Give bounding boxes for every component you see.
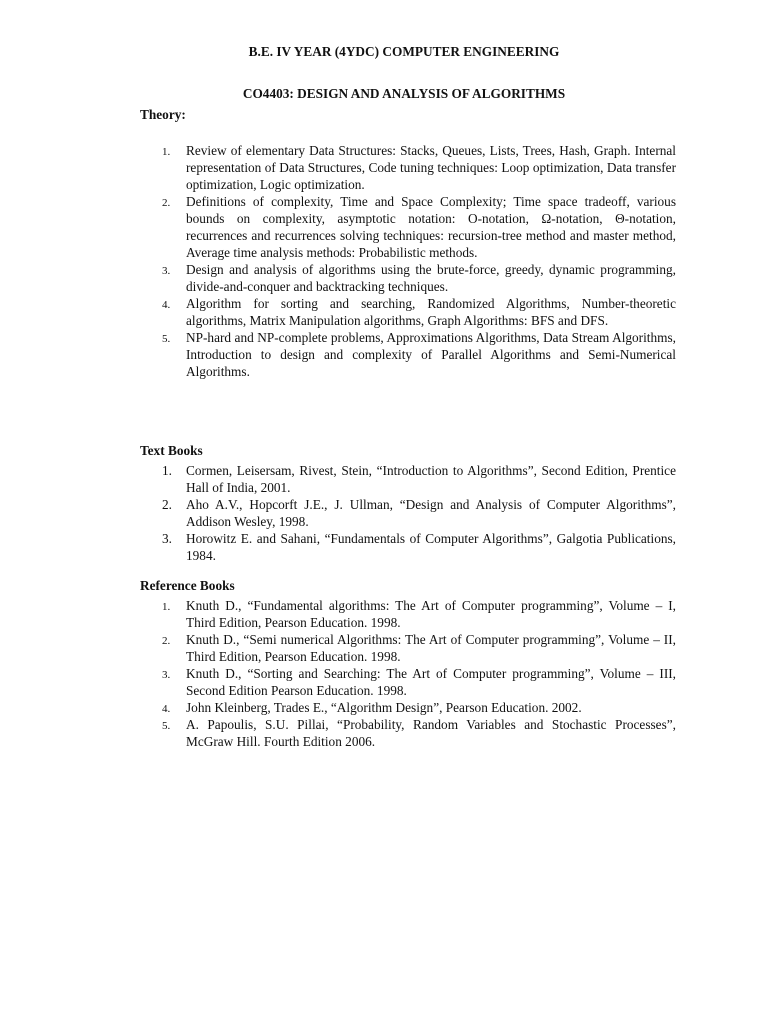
list-item xyxy=(140,631,676,665)
list-item xyxy=(140,142,676,193)
item-text: Cormen, Leisersam, Rivest, Stein, “Introduction to Algorithms”, Second Edition, Prentice Hall of India, 2001. xyxy=(186,463,676,495)
course-heading: CO4403: DESIGN AND ANALYSIS OF ALGORITHMS xyxy=(242,86,566,101)
list-item xyxy=(140,699,676,716)
item-text: Algorithm for sorting and searching, Randomized Algorithms, Number-theoretic algorithms, Matrix Manipulation algorithms, Graph Algorithms: BFS and DFS. xyxy=(186,296,676,328)
item-text: Design and analysis of algorithms using the brute-force, greedy, dynamic programming, divide-and-conquer and backtracking techniques. xyxy=(186,262,676,294)
item-text: Horowitz E. and Sahani, “Fundamentals of Computer Algorithms”, Galgotia Publications, 1984. xyxy=(186,531,676,563)
item-number: 4. xyxy=(162,703,171,715)
item-text: Knuth D., “Fundamental algorithms: The Art of Computer programming”, Volume – I, Third Edition, Pearson Education. 1998. xyxy=(186,598,676,630)
item-number: 4. xyxy=(162,299,171,311)
item-text: Definitions of complexity, Time and Space Complexity; Time space tradeoff, various bounds on complexity, asymptotic notation: O-notation, Ω-notation, Θ-notation, recurrences and recurrences solving techniques: recursion-tree method and master method, Average time analysis methods: Probabilistic methods. xyxy=(186,194,676,260)
list-item xyxy=(140,295,676,329)
item-number: 5. xyxy=(162,720,171,732)
item-text: Knuth D., “Sorting and Searching: The Art of Computer programming”, Volume – III, Second Edition Pearson Education. 1998. xyxy=(186,666,676,698)
list-item xyxy=(140,261,676,295)
list-item xyxy=(140,329,676,380)
list-item xyxy=(140,597,676,631)
list-item xyxy=(140,496,676,530)
list-item xyxy=(140,530,676,564)
item-text: Aho A.V., Hopcorft J.E., J. Ullman, “Design and Analysis of Computer Algorithms”, Addison Wesley, 1998. xyxy=(186,497,676,529)
item-text: Review of elementary Data Structures: Stacks, Queues, Lists, Trees, Hash, Graph. Internal representation of Data Structures, Code tuning techniques: Loop optimization, Data transfer optimization, Logic optimization. xyxy=(186,143,676,192)
item-number: 3. xyxy=(162,669,171,681)
item-number: 5. xyxy=(162,333,171,345)
item-text: NP-hard and NP-complete problems, Approximations Algorithms, Data Stream Algorithms, Introduction to design and complexity of Parallel Algorithms and Semi-Numerical Algorithms. xyxy=(186,330,676,379)
item-text: Knuth D., “Semi numerical Algorithms: The Art of Computer programming”, Volume – II, Third Edition, Pearson Education. 1998. xyxy=(186,632,676,664)
text-books-list xyxy=(140,462,676,564)
text-books-title: Text Books xyxy=(140,443,203,458)
item-number: 1. xyxy=(162,463,172,478)
theory-list xyxy=(140,142,676,380)
list-item xyxy=(140,462,676,496)
reference-books-list xyxy=(140,597,676,750)
item-text: A. Papoulis, S.U. Pillai, “Probability, Random Variables and Stochastic Processes”, McGraw Hill. Fourth Edition 2006. xyxy=(186,717,676,749)
reference-books-title: Reference Books xyxy=(140,578,235,593)
item-number: 2. xyxy=(162,497,172,512)
item-text: John Kleinberg, Trades E., “Algorithm Design”, Pearson Education. 2002. xyxy=(186,700,582,715)
item-number: 1. xyxy=(162,601,171,613)
theory-title: Theory: xyxy=(140,107,186,122)
item-number: 1. xyxy=(162,146,171,158)
item-number: 3. xyxy=(162,531,172,546)
list-item xyxy=(140,665,676,699)
list-item xyxy=(140,716,676,750)
list-item xyxy=(140,193,676,261)
item-number: 3. xyxy=(162,265,171,277)
item-number: 2. xyxy=(162,197,171,209)
item-number: 2. xyxy=(162,635,171,647)
program-heading: B.E. IV YEAR (4YDC) COMPUTER ENGINEERING xyxy=(248,44,560,59)
